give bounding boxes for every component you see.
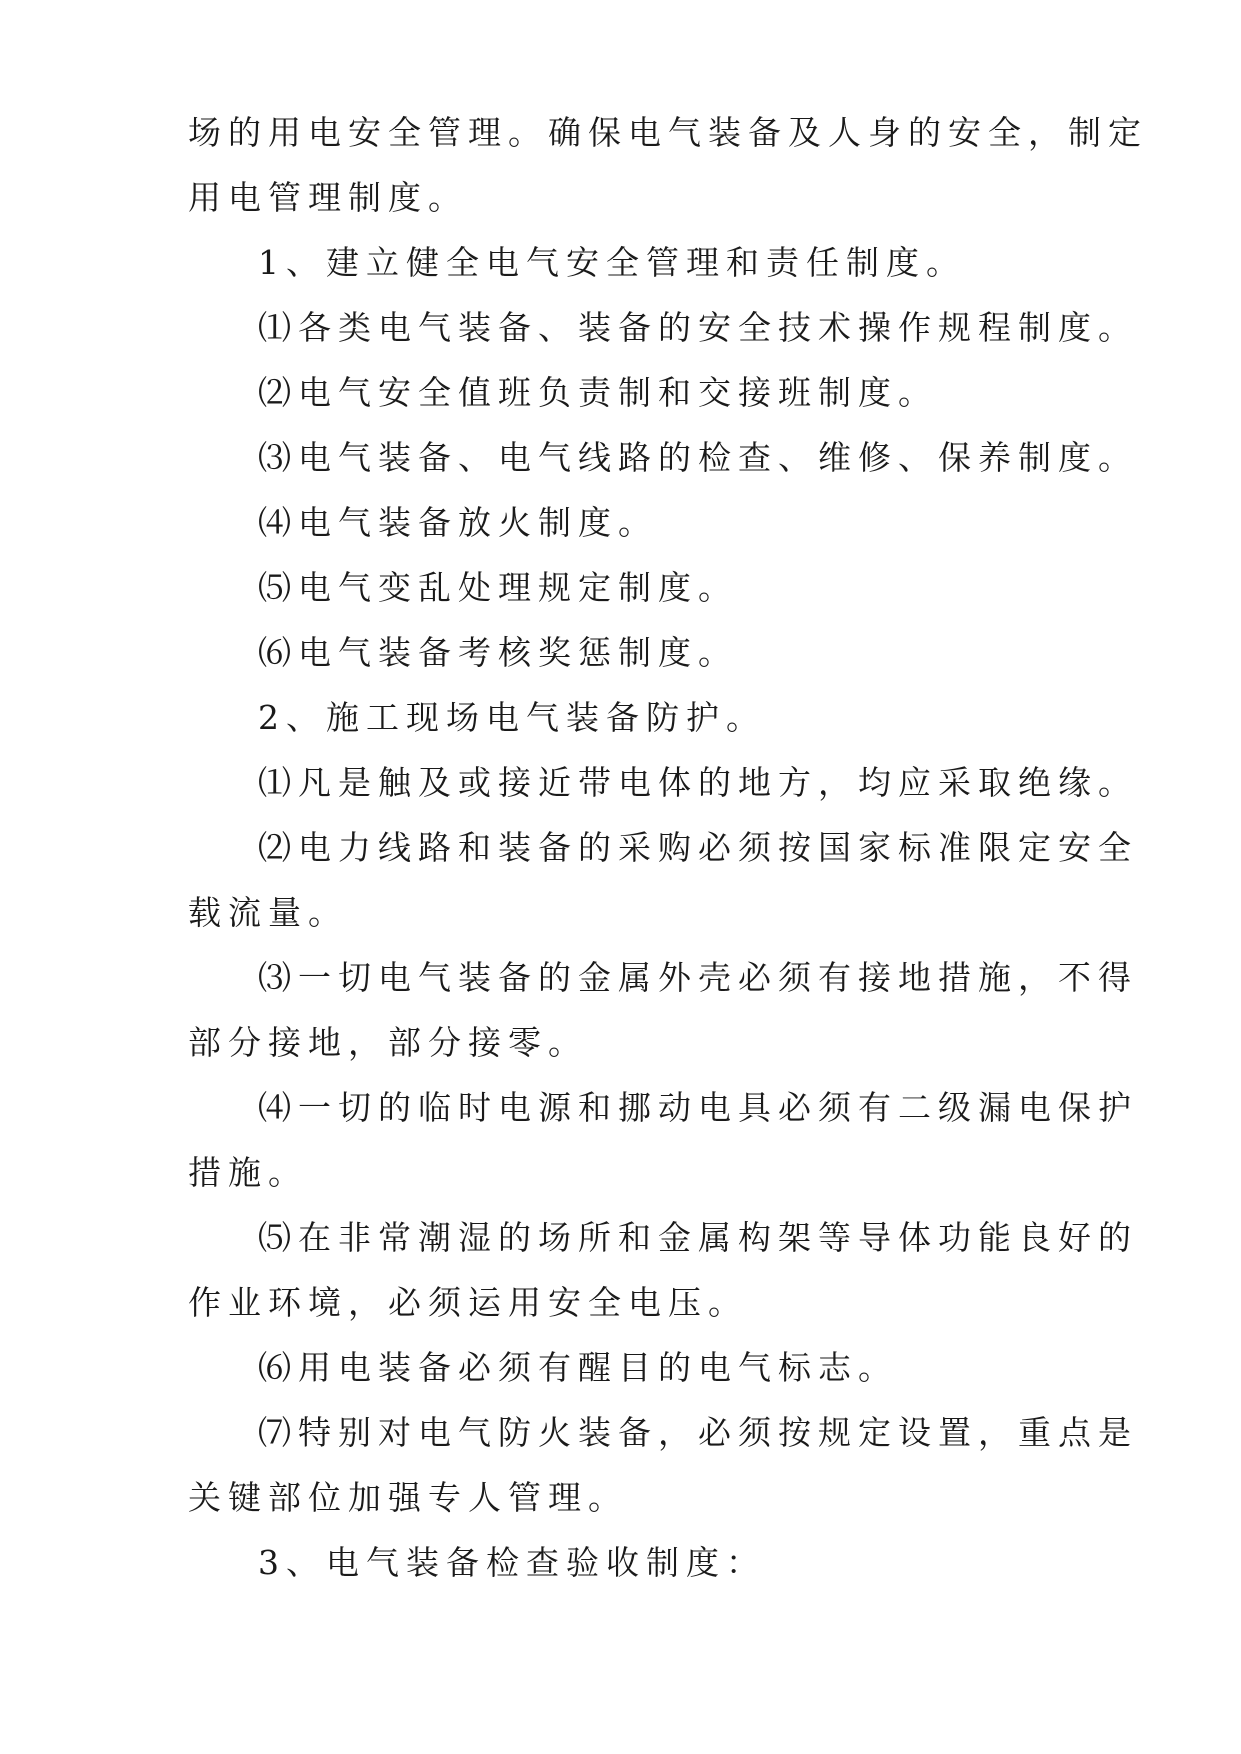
text-line: 2、施工现场电气装备防护。 [258,698,766,737]
text-line: ⑷一切的临时电源和挪动电具必须有二级漏电保护 [258,1088,1138,1127]
text-line: ⑴凡是触及或接近带电体的地方，均应采取绝缘。 [258,763,1138,802]
text-line: 用电管理制度。 [188,178,468,217]
document-body [188,100,1148,1595]
text-line: ⑷电气装备放火制度。 [258,503,658,542]
text-line: 1、建立健全电气安全管理和责任制度。 [258,243,966,282]
text-line: ⑴各类电气装备、装备的安全技术操作规程制度。 [258,308,1138,347]
text-line: ⑶一切电气装备的金属外壳必须有接地措施，不得 [258,958,1138,997]
text-line: ⑸在非常潮湿的场所和金属构架等导体功能良好的 [258,1218,1138,1257]
text-line: ⑵电力线路和装备的采购必须按国家标准限定安全 [258,828,1138,867]
text-line: 关键部位加强专人管理。 [188,1478,628,1517]
text-line: ⑸电气变乱处理规定制度。 [258,568,738,607]
text-line: 载流量。 [188,893,348,932]
text-line: ⑺特别对电气防火装备，必须按规定设置，重点是 [258,1413,1138,1452]
text-line: ⑹电气装备考核奖惩制度。 [258,633,738,672]
text-line: 作业环境，必须运用安全电压。 [188,1283,748,1322]
text-line: 部分接地，部分接零。 [188,1023,588,1062]
text-line: ⑹用电装备必须有醒目的电气标志。 [258,1348,898,1387]
text-line: 3、电气装备检查验收制度： [258,1543,766,1582]
text-line: 场的用电安全管理。确保电气装备及人身的安全，制定 [188,113,1148,152]
text-line: ⑵电气安全值班负责制和交接班制度。 [258,373,938,412]
text-line: 措施。 [188,1153,308,1192]
text-line: ⑶电气装备、电气线路的检查、维修、保养制度。 [258,438,1138,477]
